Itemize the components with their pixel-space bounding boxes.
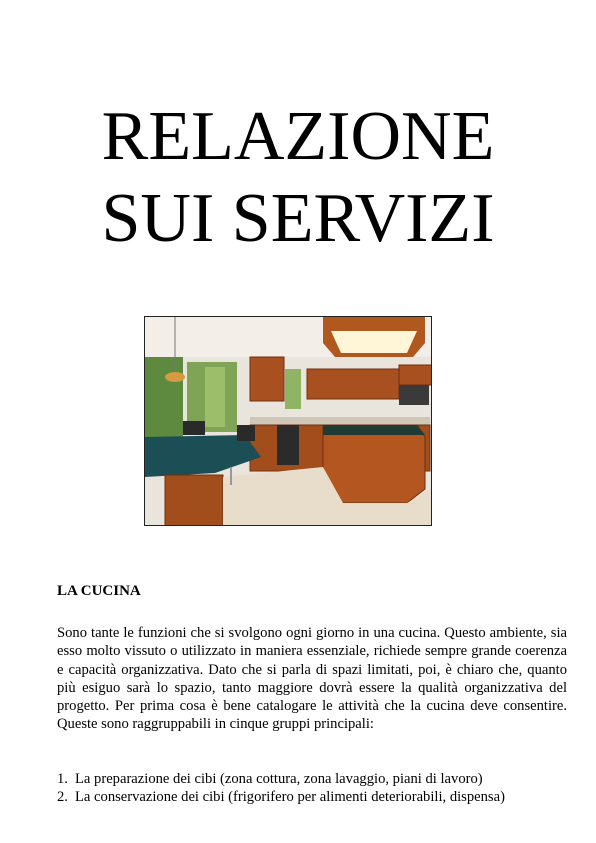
kitchen-photo bbox=[144, 316, 432, 526]
list-item bbox=[57, 770, 577, 788]
section-heading: LA CUCINA bbox=[57, 583, 141, 599]
section-paragraph: Sono tante le funzioni che si svolgono ogni giorno in una cucina. Questo ambiente, sia esso molto vissuto o utilizzato in maniera essenziale, richiede sempre grande coerenza e capacità organizzativa. Dato che si parla di spazi limitati, poi, è chiaro che, quanto più esiguo sarà lo spazio, tanto maggiore dovrà essere la qualità organizzativa del progetto. Per prima cosa è bene catalogare le attività che la cucina deve consentire. Queste sono raggruppabili in cinque gruppi principali: bbox=[57, 625, 567, 733]
document-title bbox=[0, 96, 596, 260]
title-line-2: SUI SERVIZI bbox=[101, 180, 495, 257]
list-item-number: 2. bbox=[57, 789, 68, 806]
title-line-1: RELAZIONE bbox=[101, 98, 495, 175]
list-item-text: La preparazione dei cibi (zona cottura, zona lavaggio, piani di lavoro) bbox=[75, 771, 483, 787]
list-item bbox=[57, 788, 577, 806]
list-item-text: La conservazione dei cibi (frigorifero per alimenti deteriorabili, dispensa) bbox=[75, 789, 505, 806]
list-item-number: 1. bbox=[57, 771, 68, 787]
activity-list bbox=[57, 770, 577, 807]
